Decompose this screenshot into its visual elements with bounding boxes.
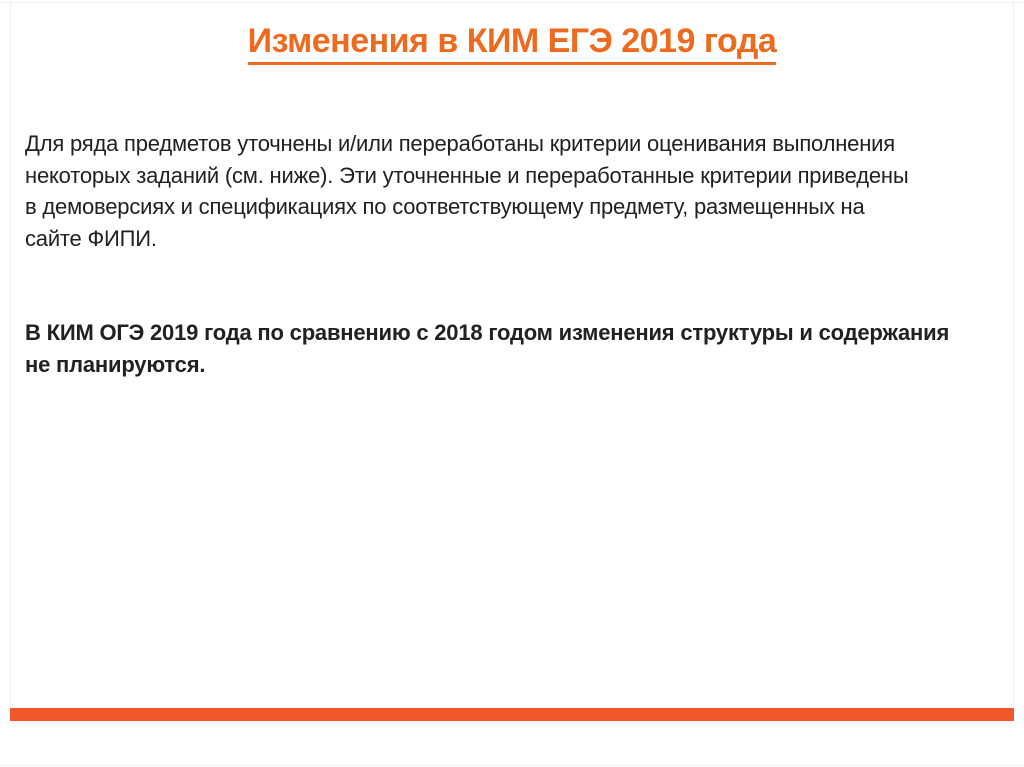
paragraph-line: Для ряда предметов уточнены и/или переработаны критерии оценивания выполнения bbox=[25, 131, 895, 156]
slide-title: Изменения в КИМ ЕГЭ 2019 года bbox=[248, 24, 777, 65]
slide-border-top bbox=[0, 2, 1024, 3]
paragraph-oge-no-changes bbox=[25, 317, 1004, 380]
slide-border-bottom bbox=[0, 765, 1024, 766]
paragraph-criteria-update bbox=[25, 128, 1004, 254]
paragraph-line: некоторых заданий (см. ниже). Эти уточненные и переработанные критерии приведены bbox=[25, 162, 909, 188]
paragraph-line: не планируются. bbox=[25, 351, 206, 377]
paragraph-line: сайте ФИПИ. bbox=[25, 225, 157, 251]
slide-title-container bbox=[0, 24, 1024, 65]
slide-border-left bbox=[10, 2, 11, 721]
slide-border-right bbox=[1013, 2, 1014, 721]
paragraph-line: В КИМ ОГЭ 2019 года по сравнению с 2018 годом изменения структуры и содержания bbox=[25, 320, 950, 345]
bottom-accent-bar bbox=[10, 708, 1014, 721]
paragraph-line: в демоверсиях и спецификациях по соответствующему предмету, размещенных на bbox=[25, 194, 865, 219]
